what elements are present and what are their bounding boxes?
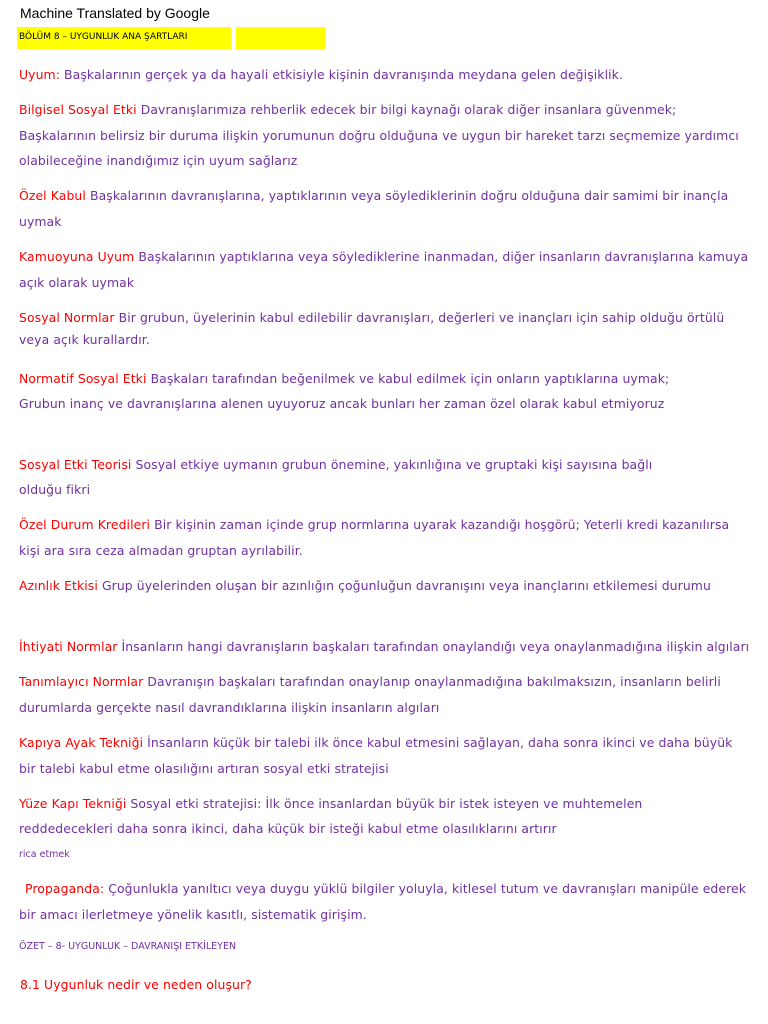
- glossary-definition: Çoğunlukla yanıltıcı veya duygu yüklü bilgiler yoluyla, kitlesel tutum ve davranışları manipüle ederek: [108, 881, 747, 896]
- glossary-definition-line: veya açık kurallardır.: [19, 332, 150, 347]
- summary-header: ÖZET – 8- UYGUNLUK – DAVRANIŞI ETKİLEYEN: [19, 941, 237, 952]
- glossary-entry: [19, 188, 728, 203]
- glossary-term: Uyum:: [19, 67, 60, 82]
- glossary-definition-line: bir talebi kabul etme olasılığını artıran sosyal etki stratejisi: [19, 761, 389, 776]
- glossary-entry: [25, 881, 746, 896]
- glossary-entry: [19, 674, 721, 689]
- glossary-entry: [19, 67, 623, 82]
- glossary-entry: [19, 249, 748, 264]
- glossary-term: Özel Kabul: [19, 188, 86, 203]
- glossary-definition-line: Grubun inanç ve davranışlarına alenen uyuyoruz ancak bunları her zaman özel olarak kabul etmiyoruz: [19, 396, 665, 411]
- glossary-definition-line: Başkalarının belirsiz bir duruma ilişkin yorumunun doğru olduğuna ve uygun bir hareket tarzı seçmemize yardımcı: [19, 128, 739, 143]
- glossary-definition: Bir grubun, üyelerinin kabul edilebilir davranışları, değerleri ve inançları için sahip olduğu örtülü: [118, 310, 725, 325]
- glossary-term: Yüze Kapı Tekniği: [19, 796, 127, 811]
- glossary-term: Normatif Sosyal Etki: [19, 371, 147, 386]
- empty-highlight-box: [236, 27, 325, 49]
- glossary-definition-line: uymak: [19, 214, 62, 229]
- glossary-definition: Başkaları tarafından beğenilmek ve kabul edilmek için onların yaptıklarına uymak;: [150, 371, 670, 386]
- glossary-entry: [19, 735, 732, 750]
- glossary-definition-line: açık olarak uymak: [19, 275, 135, 290]
- glossary-definition-line: durumlarda gerçekte nasıl davrandıklarına ilişkin insanların algıları: [19, 700, 440, 715]
- glossary-definition-line: kişi ara sıra ceza almadan gruptan ayrılabilir.: [19, 543, 303, 558]
- glossary-definition: Sosyal etkiye uymanın grubun önemine, yakınlığına ve gruptaki kişi sayısına bağlı: [135, 457, 653, 472]
- glossary-definition: Bir kişinin zaman içinde grup normlarına uyarak kazandığı hoşgörü; Yeterli kredi kazanılırsa: [154, 517, 730, 532]
- glossary-definition: Grup üyelerinden oluşan bir azınlığın çoğunluğun davranışını veya inançlarını etkilemesi durumu: [101, 578, 711, 593]
- glossary-definition: Davranışlarımıza rehberlik edecek bir bilgi kaynağı olarak diğer insanlara güvenmek;: [140, 102, 677, 117]
- glossary-term: Kapıya Ayak Tekniği: [19, 735, 144, 750]
- glossary-definition: Sosyal etki stratejisi: İlk önce insanlardan büyük bir istek isteyen ve muhtemelen: [130, 796, 643, 811]
- glossary-term: Kamuoyuna Uyum: [19, 249, 135, 264]
- glossary-term: Sosyal Normlar: [19, 310, 115, 325]
- glossary-definition: Başkalarının yaptıklarına veya söylediklerine inanmadan, diğer insanların davranışlarına kamuya: [138, 249, 749, 264]
- glossary-definition-line: bir amacı ilerletmeye yönelik kasıtlı, sistematik girişim.: [19, 907, 367, 922]
- machine-translated-label: Machine Translated by Google: [20, 5, 210, 21]
- glossary-definition: Davranışın başkaları tarafından onaylanıp onaylanmadığına bakılmaksızın, insanların belirli: [147, 674, 721, 689]
- glossary-entry: [19, 639, 749, 654]
- glossary-definition: Başkalarının gerçek ya da hayali etkisiyle kişinin davranışında meydana gelen değişiklik.: [64, 67, 623, 82]
- glossary-definition-line: olabileceğine inandığımız için uyum sağlarız: [19, 153, 298, 168]
- glossary-entry: [19, 578, 711, 593]
- glossary-definition-line: reddedecekleri daha sonra ikinci, daha küçük bir isteği kabul etme olasılıklarını artırır: [19, 821, 557, 836]
- glossary-entry: [19, 517, 729, 532]
- glossary-term: Tanımlayıcı Normlar: [19, 674, 144, 689]
- glossary-entry: [19, 371, 669, 386]
- glossary-entry: [19, 102, 676, 117]
- glossary-definition-line: olduğu fikri: [19, 482, 91, 497]
- chapter-title-highlight: [17, 27, 231, 49]
- chapter-title: BÖLÜM 8 – UYGUNLUK ANA ŞARTLARI: [19, 32, 188, 42]
- glossary-term: İhtiyati Normlar: [19, 639, 118, 654]
- glossary-definition: Başkalarının davranışlarına, yaptıklarının veya söylediklerinin doğru olduğuna dair samimi bir inançla: [89, 188, 729, 203]
- glossary-entry: [19, 796, 642, 811]
- glossary-note: rica etmek: [19, 849, 70, 860]
- summary-question: 8.1 Uygunluk nedir ve neden oluşur?: [20, 977, 252, 992]
- glossary-entry: [19, 457, 652, 472]
- glossary-definition: İnsanların küçük bir talebi ilk önce kabul etmesini sağlayan, daha sonra ikinci ve daha büyük: [147, 735, 733, 750]
- glossary-term: Özel Durum Kredileri: [19, 517, 151, 532]
- glossary-definition: İnsanların hangi davranışların başkaları tarafından onaylandığı veya onaylanmadığına ilişkin algıları: [121, 639, 750, 654]
- glossary-term: Propaganda:: [25, 881, 105, 896]
- glossary-term: Sosyal Etki Teorisi: [19, 457, 132, 472]
- glossary-entry: [19, 310, 724, 325]
- glossary-term: Bilgisel Sosyal Etki: [19, 102, 137, 117]
- glossary-term: Azınlık Etkisi: [19, 578, 98, 593]
